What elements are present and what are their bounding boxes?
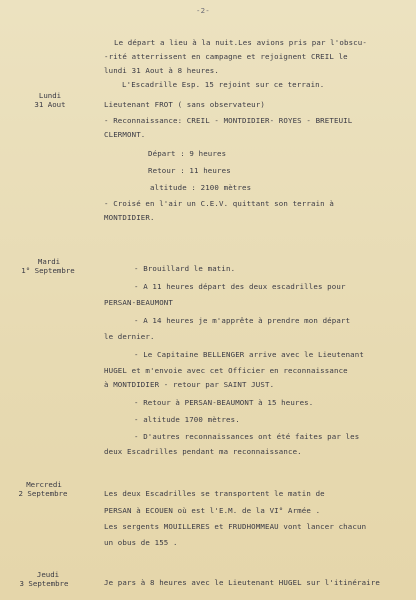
entry-line: à MONTDIDIER - retour par SAINT JUST. xyxy=(104,380,275,389)
entry-line: Les deux Escadrilles se transportent le matin de xyxy=(104,489,325,498)
entry-line: - Retour à PERSAN-BEAUMONT à 15 heures. xyxy=(134,398,314,407)
entry-line: Retour : 11 heures xyxy=(148,166,231,175)
entry-line: MONTDIDIER. xyxy=(104,213,155,222)
entry-line: le dernier. xyxy=(104,332,155,341)
entry-line: deux Escadrilles pendant ma reconnaissance. xyxy=(104,447,302,456)
intro-line-4: L'Escadrille Esp. 15 rejoint sur ce terrain. xyxy=(122,80,325,89)
entry-line: - Croisé en l'air un C.E.V. quittant son terrain à xyxy=(104,199,334,208)
intro-line-2: -rité atterrissent en campagne et rejoignent CREIL le xyxy=(104,52,348,61)
entry-date-day: Lundi xyxy=(38,91,62,100)
entry-line: Départ : 9 heures xyxy=(148,149,227,158)
intro-line-1: Le départ a lieu à la nuit.Les avions pris par l'obscu- xyxy=(114,38,367,47)
entry-line: - A 14 heures je m'apprête à prendre mon départ xyxy=(134,316,351,325)
entry-line: - altitude 1700 mètres. xyxy=(134,415,240,424)
entry-line: - Brouillard le matin. xyxy=(134,264,236,273)
entry-date-text: 31 Aout xyxy=(34,100,66,109)
entry-line: PERSAN à ECOUEN où est l'E.M. de la VI° Armée . xyxy=(104,506,321,515)
entry-line: - D'autres reconnaissances ont été faites par les xyxy=(134,432,360,441)
entry-date-day: Mercredi xyxy=(26,480,62,489)
entry-line: - Reconnaissance: CREIL - MONTDIDIER- ROYES - BRETEUIL xyxy=(104,116,353,125)
intro-line-3: lundi 31 Aout à 8 heures. xyxy=(104,66,219,75)
entry-line: un obus de 155 . xyxy=(104,538,178,547)
entry-date-day: Mardi xyxy=(37,257,61,266)
entry-line: PERSAN-BEAUMONT xyxy=(104,298,173,307)
entry-line: Les sergents MOUILLERES et FRUDHOMMEAU vont lancer chacun xyxy=(104,522,367,531)
entry-line: HUGEL et m'envoie avec cet Officier en reconnaissance xyxy=(104,366,348,375)
entry-date-day: Jeudi xyxy=(36,570,60,579)
entry-line: altitude : 2100 mètres xyxy=(150,183,252,192)
entry-date-text: 2 Septembre xyxy=(18,489,68,498)
entry-line: - A 11 heures départ des deux escadrilles pour xyxy=(134,282,346,291)
entry-line: Je pars à 8 heures avec le Lieutenant HUGEL sur l'itinéraire xyxy=(104,578,380,587)
entry-date-text: 1° Septembre xyxy=(21,266,75,275)
entry-line: - Le Capitaine BELLENGER arrive avec le Lieutenant xyxy=(134,350,364,359)
entry-line: Lieutenant FROT ( sans observateur) xyxy=(104,100,265,109)
page-number: -2- xyxy=(196,6,210,15)
entry-line: CLERMONT. xyxy=(104,130,146,139)
entry-date-text: 3 Septembre xyxy=(19,579,69,588)
